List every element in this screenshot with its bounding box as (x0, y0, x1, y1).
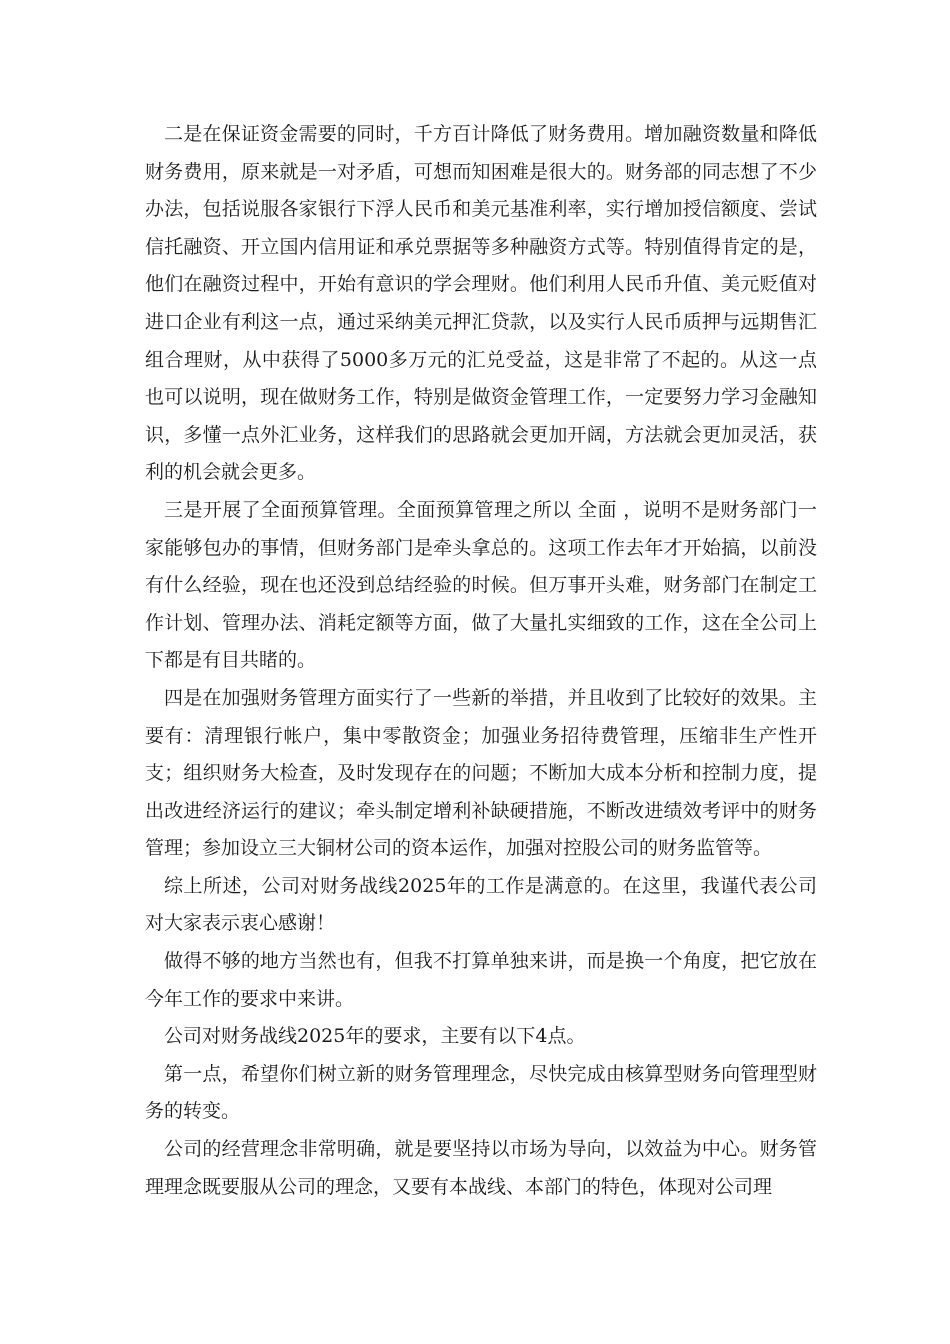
paragraph-financing-costs: 二是在保证资金需要的同时，千方百计降低了财务费用。增加融资数量和降低财务费用，原来就是一对矛盾，可想而知困难是很大的。财务部的同志想了不少办法，包括说服各家银行下浮人民币和美元基准利率，实行增加授信额度、尝试信托融资、开立国内信用证和承兑票据等多种融资方式等。特别值得肯定的是，他们在融资过程中，开始有意识的学会理财。他们利用人民币升值、美元贬值对进口企业有利这一点，通过采纳美元押汇贷款，以及实行人民币质押与远期售汇组合理财，从中获得了5000多万元的汇兑受益，这是非常了不起的。从这一点也可以说明，现在做财务工作，特别是做资金管理工作，一定要努力学习金融知识，多懂一点外汇业务，这样我们的思路就会更加开阔，方法就会更加灵活，获利的机会就会更多。 (145, 123, 817, 484)
paragraph-summary: 综上所述，公司对财务战线2025年的工作是满意的。在这里，我谨代表公司对大家表示衷心感谢！ (145, 874, 817, 935)
paragraph-shortcomings: 做得不够的地方当然也有，但我不打算单独来讲，而是换一个角度，把它放在今年工作的要求中来讲。 (145, 950, 817, 1010)
paragraph-new-measures: 四是在加强财务管理方面实行了一些新的举措，并且收到了比较好的效果。主要有：清理银行帐户，集中零散资金；加强业务招待费管理，压缩非生产性开支；组织财务大检查，及时发现存在的问题；不断加大成本分析和控制力度，提出改进经济运行的建议；牵头制定增利补缺硬措施，不断改进绩效考评中的财务管理；参加设立三大铜材公司的资本运作，加强对控股公司的财务监管等。 (145, 686, 817, 860)
paragraph-budget-management: 三是开展了全面预算管理。全面预算管理之所以 全面 ，说明不是财务部门一家能够包办的事情，但财务部门是牵头拿总的。这项工作去年才开始搞，以前没有什么经验，现在也还没到总结经验的时候。但万事开头难，财务部门在制定工作计划、管理办法、消耗定额等方面，做了大量扎实细致的工作，这在全公司上下都是有目共睹的。 (145, 498, 817, 672)
paragraph-business-philosophy: 公司的经营理念非常明确，就是要坚持以市场为导向，以效益为中心。财务管理理念既要服从公司的理念，又要有本战线、本部门的特色，体现对公司理 (145, 1138, 817, 1198)
paragraph-requirements-intro: 公司对财务战线2025年的要求，主要有以下4点。 (164, 1025, 586, 1048)
document-body (145, 116, 817, 1206)
paragraph-point-one: 第一点，希望你们树立新的财务管理理念，尽快完成由核算型财务向管理型财务的转变。 (145, 1062, 817, 1123)
